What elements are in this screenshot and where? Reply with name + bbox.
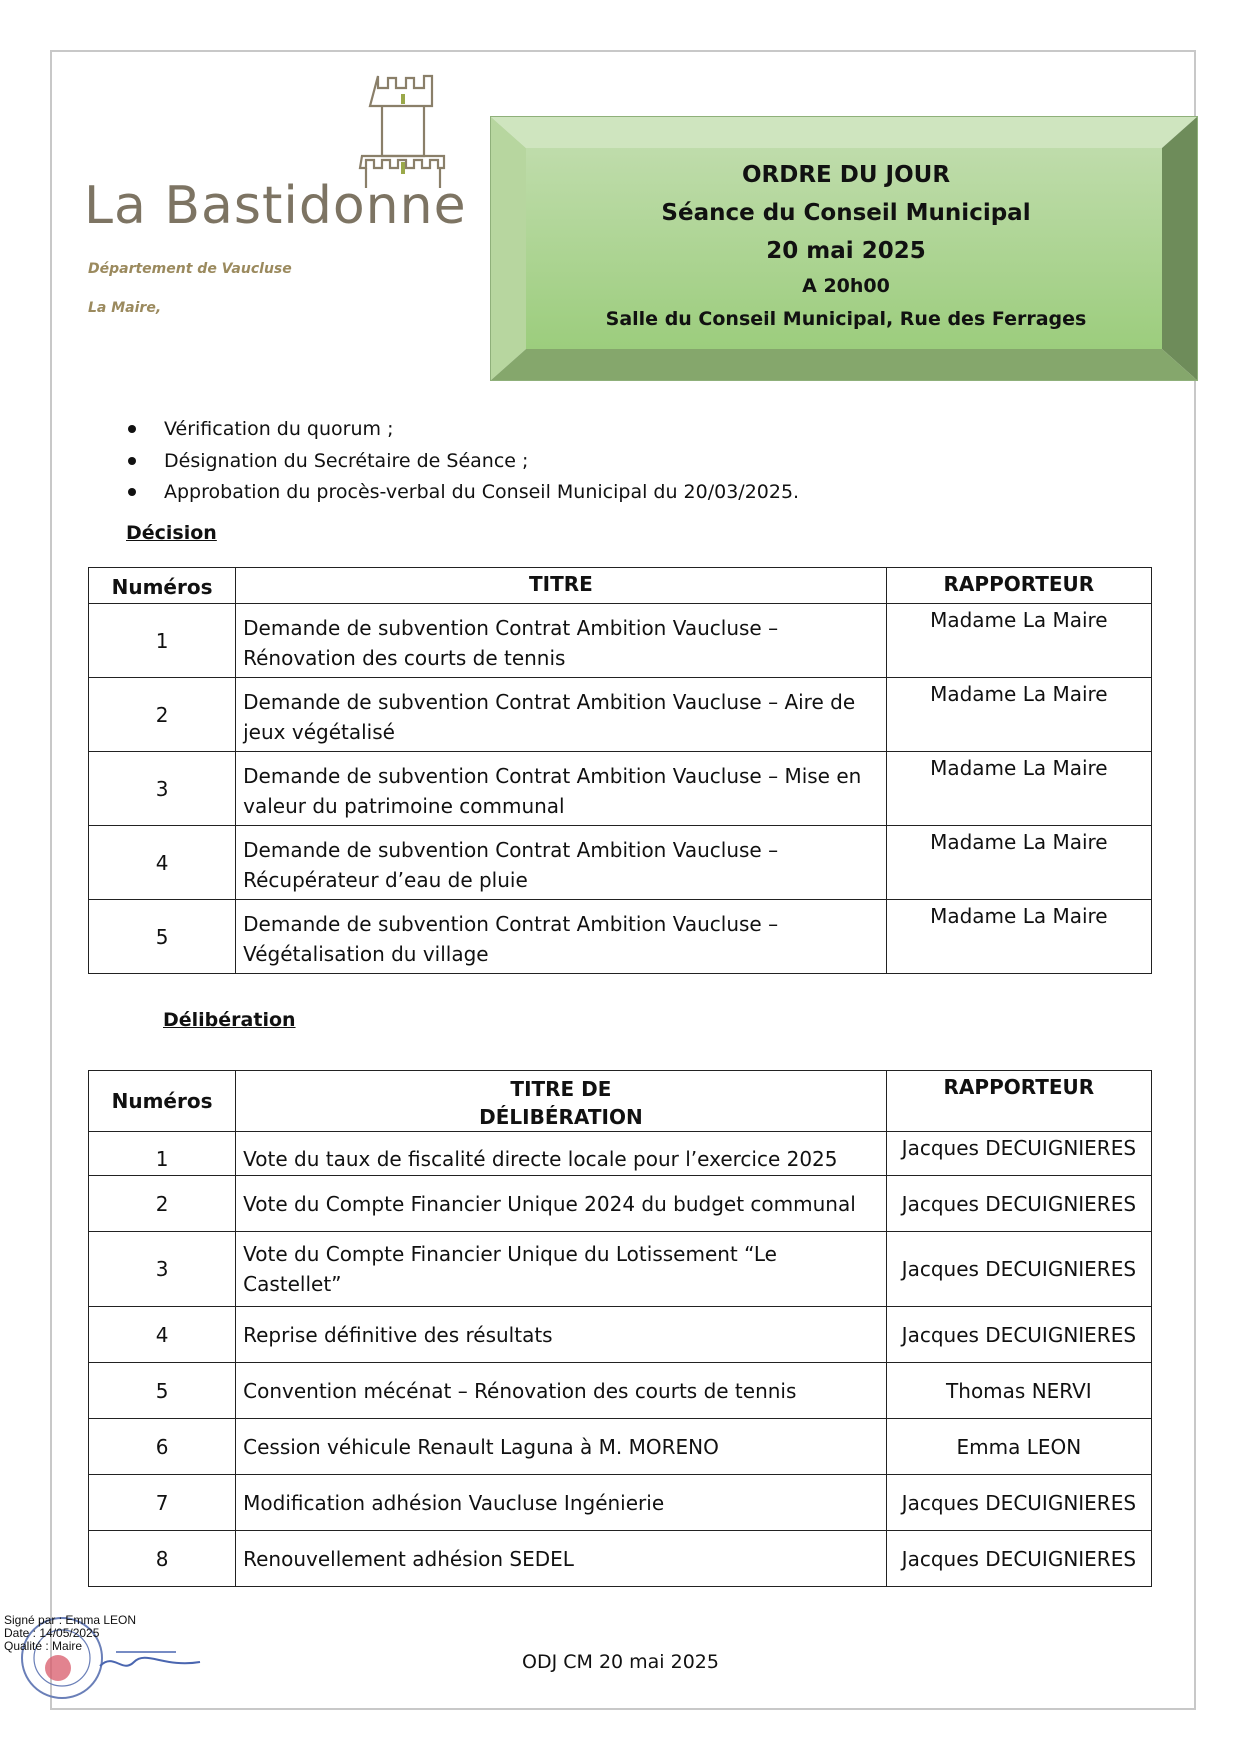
- decision-section-title: Décision: [126, 522, 217, 544]
- table-row: [89, 1176, 1152, 1232]
- row-title: Demande de subvention Contrat Ambition Vaucluse – Mise en valeur du patrimoine communal: [236, 752, 887, 826]
- row-title: Vote du Compte Financier Unique du Lotissement “Le Castellet”: [236, 1232, 887, 1307]
- logo-wordmark: La Bastidonne: [84, 176, 467, 236]
- row-number: 4: [89, 1307, 236, 1363]
- row-rapporteur: Emma LEON: [886, 1419, 1151, 1475]
- preliminary-items-list: [126, 415, 799, 510]
- decision-table: [88, 567, 1152, 974]
- row-rapporteur: Madame La Maire: [886, 752, 1151, 826]
- row-number: 8: [89, 1531, 236, 1587]
- row-title: Vote du Compte Financier Unique 2024 du budget communal: [236, 1176, 887, 1232]
- row-number: 2: [89, 1176, 236, 1232]
- column-header-title: TITRE: [236, 568, 887, 604]
- row-rapporteur: Jacques DECUIGNIERES: [886, 1475, 1151, 1531]
- column-header-rapporteur: RAPPORTEUR: [886, 1071, 1151, 1132]
- meeting-place: Salle du Conseil Municipal, Rue des Ferrages: [605, 308, 1087, 330]
- row-number: 5: [89, 1363, 236, 1419]
- row-number: 4: [89, 826, 236, 900]
- row-rapporteur: Madame La Maire: [886, 604, 1151, 678]
- table-row: [89, 1232, 1152, 1307]
- row-rapporteur: Jacques DECUIGNIERES: [886, 1307, 1151, 1363]
- table-row: [89, 900, 1152, 974]
- row-title: Modification adhésion Vaucluse Ingénierie: [236, 1475, 887, 1531]
- row-number: 1: [89, 1132, 236, 1176]
- row-rapporteur: Madame La Maire: [886, 900, 1151, 974]
- column-header-rapporteur: RAPPORTEUR: [886, 568, 1151, 604]
- row-rapporteur: Jacques DECUIGNIERES: [886, 1132, 1151, 1176]
- table-row: [89, 604, 1152, 678]
- meeting-subtitle: Séance du Conseil Municipal: [661, 200, 1031, 226]
- row-number: 1: [89, 604, 236, 678]
- row-rapporteur: Jacques DECUIGNIERES: [886, 1176, 1151, 1232]
- row-rapporteur: Madame La Maire: [886, 678, 1151, 752]
- row-number: 7: [89, 1475, 236, 1531]
- meeting-time: A 20h00: [802, 275, 890, 297]
- row-title: Reprise définitive des résultats: [236, 1307, 887, 1363]
- row-rapporteur: Thomas NERVI: [886, 1363, 1151, 1419]
- row-title: Cession véhicule Renault Laguna à M. MORENO: [236, 1419, 887, 1475]
- table-row: [89, 1307, 1152, 1363]
- header-text-block: [526, 150, 1166, 329]
- row-title: Vote du taux de fiscalité directe locale pour l’exercice 2025: [236, 1132, 887, 1176]
- row-number: 6: [89, 1419, 236, 1475]
- signature-date: Date : 14/05/2025: [4, 1626, 100, 1640]
- signature-quality: Qualité : Maire: [4, 1639, 83, 1653]
- column-header-title-line2: DÉLIBÉRATION: [479, 1105, 643, 1129]
- list-item: Désignation du Secrétaire de Séance ;: [126, 447, 799, 479]
- column-header-num: Numéros: [89, 568, 236, 604]
- electronic-signature-text: [4, 1614, 136, 1653]
- row-title: Renouvellement adhésion SEDEL: [236, 1531, 887, 1587]
- sender-title: La Maire,: [88, 300, 162, 316]
- list-item: Vérification du quorum ;: [126, 415, 799, 447]
- agenda-title: ORDRE DU JOUR: [741, 162, 951, 188]
- table-header-row: [89, 568, 1152, 604]
- list-item: Approbation du procès-verbal du Conseil Municipal du 20/03/2025.: [126, 478, 799, 510]
- row-rapporteur: Jacques DECUIGNIERES: [886, 1232, 1151, 1307]
- row-title: Demande de subvention Contrat Ambition Vaucluse – Végétalisation du village: [236, 900, 887, 974]
- row-title: Demande de subvention Contrat Ambition Vaucluse – Aire de jeux végétalisé: [236, 678, 887, 752]
- deliberation-section-title: Délibération: [163, 1009, 296, 1031]
- page-footer: ODJ CM 20 mai 2025: [522, 1651, 719, 1673]
- bullet-icon: [128, 488, 136, 496]
- table-row: [89, 1363, 1152, 1419]
- row-title: Demande de subvention Contrat Ambition Vaucluse – Récupérateur d’eau de pluie: [236, 826, 887, 900]
- row-rapporteur: Jacques DECUIGNIERES: [886, 1531, 1151, 1587]
- column-header-title: [236, 1071, 887, 1132]
- deliberation-table: [88, 1070, 1152, 1587]
- signature-signer: Signé par : Emma LEON: [4, 1613, 137, 1627]
- table-row: [89, 1132, 1152, 1176]
- table-row: [89, 678, 1152, 752]
- row-number: 3: [89, 752, 236, 826]
- row-number: 3: [89, 1232, 236, 1307]
- row-number: 5: [89, 900, 236, 974]
- column-header-num: Numéros: [89, 1071, 236, 1132]
- table-row: [89, 826, 1152, 900]
- table-header-row: [89, 1071, 1152, 1132]
- row-title: Convention mécénat – Rénovation des courts de tennis: [236, 1363, 887, 1419]
- bullet-icon: [128, 425, 136, 433]
- meeting-date: 20 mai 2025: [766, 238, 926, 264]
- bullet-icon: [128, 457, 136, 465]
- department-label: Département de Vaucluse: [88, 261, 292, 277]
- row-title: Demande de subvention Contrat Ambition Vaucluse – Rénovation des courts de tennis: [236, 604, 887, 678]
- row-number: 2: [89, 678, 236, 752]
- table-row: [89, 1419, 1152, 1475]
- table-row: [89, 1475, 1152, 1531]
- table-row: [89, 752, 1152, 826]
- row-rapporteur: Madame La Maire: [886, 826, 1151, 900]
- table-row: [89, 1531, 1152, 1587]
- column-header-title-line1: TITRE DE: [510, 1077, 612, 1101]
- tower-logo-icon: [358, 74, 448, 190]
